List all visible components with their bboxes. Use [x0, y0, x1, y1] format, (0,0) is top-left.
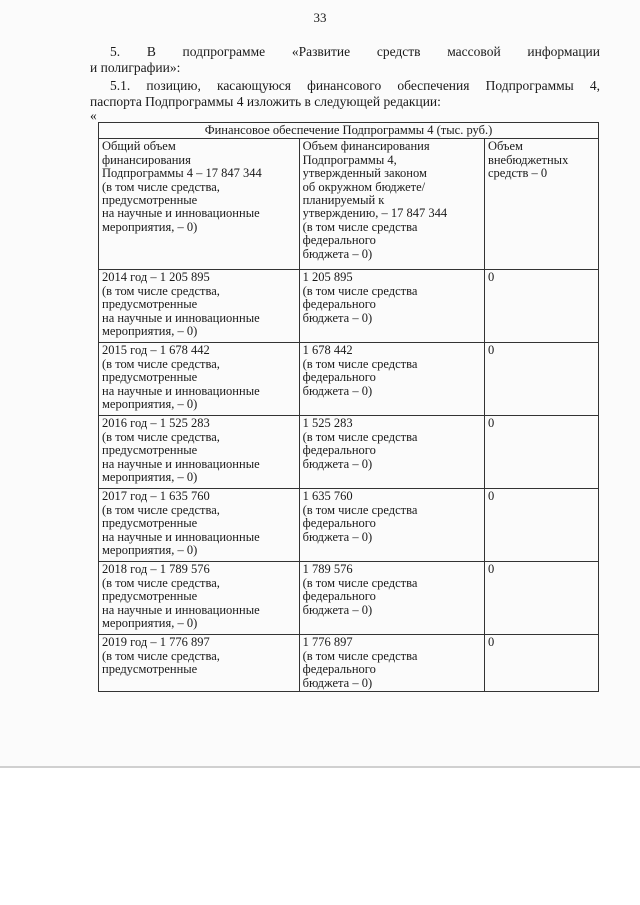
cell-text-line: федерального: [302, 298, 376, 312]
table-row: [99, 416, 599, 489]
cell-text-line: 1 776 897: [302, 636, 353, 650]
table-row: [99, 270, 599, 343]
cell-text-line: 0: [487, 417, 495, 431]
cell-text-line: 1 635 760: [302, 490, 353, 504]
cell-text-line: Общий объем: [102, 140, 176, 154]
cell-text-line: 2019 год – 1 776 897: [102, 636, 210, 650]
cell-text-line: (в том числе средства: [302, 284, 418, 298]
table-header-row: [99, 139, 599, 270]
cell-text-line: 0: [487, 490, 495, 504]
year-extrabudget-cell: [484, 635, 598, 692]
cell-text-line: на научные и инновационные: [102, 457, 260, 471]
cell-text-line: на научные и инновационные: [102, 603, 260, 617]
financing-table: [98, 122, 599, 692]
cell-text-line: 1 789 576: [302, 563, 353, 577]
cell-text-line: (в том числе средства,: [102, 503, 220, 517]
cell-text-line: Подпрограммы 4 – 17 847 344: [102, 167, 262, 181]
scan-edge: [0, 766, 640, 768]
cell-text-line: мероприятия, – 0): [102, 398, 198, 412]
year-budget-cell: [299, 489, 484, 562]
year-budget-cell: [299, 416, 484, 489]
cell-text-line: (в том числе средства,: [102, 576, 220, 590]
financing-table-wrapper: [98, 122, 599, 692]
cell-text-line: 2017 год – 1 635 760: [102, 490, 210, 504]
cell-text-line: 0: [487, 636, 495, 650]
cell-text-line: Объем: [487, 140, 523, 154]
cell-text-line: мероприятия, – 0): [102, 544, 198, 558]
year-total-cell: [99, 489, 300, 562]
cell-text-line: 2018 год – 1 789 576: [102, 563, 210, 577]
cell-text-line: 0: [487, 344, 495, 358]
year-budget-cell: [299, 562, 484, 635]
cell-text-line: бюджета – 0): [302, 676, 373, 690]
cell-text-line: на научные и инновационные: [102, 384, 260, 398]
cell-text-line: утвержденный законом: [302, 167, 427, 181]
cell-text-line: (в том числе средства: [302, 649, 418, 663]
year-budget-cell: [299, 270, 484, 343]
year-budget-cell: [299, 343, 484, 416]
cell-text-line: внебюджетных: [487, 153, 569, 167]
year-extrabudget-cell: [484, 343, 598, 416]
year-extrabudget-cell: [484, 270, 598, 343]
cell-text-line: мероприятия, – 0): [102, 471, 198, 485]
cell-text-line: (в том числе средства: [302, 220, 418, 234]
cell-text-line: предусмотренные: [102, 371, 198, 385]
cell-text-line: федерального: [302, 663, 376, 677]
cell-text-line: предусмотренные: [102, 663, 198, 677]
cell-text-line: утверждению, – 17 847 344: [302, 207, 448, 221]
cell-text-line: бюджета – 0): [302, 603, 373, 617]
cell-text-line: бюджета – 0): [302, 247, 373, 261]
header-extrabudget-cell: [484, 139, 598, 270]
cell-text-line: предусмотренные: [102, 194, 198, 208]
cell-text-line: 2014 год – 1 205 895: [102, 271, 210, 285]
cell-text-line: федерального: [302, 371, 376, 385]
header-total-cell: [99, 139, 300, 270]
cell-text-line: (в том числе средства: [302, 430, 418, 444]
cell-text-line: финансирования: [102, 153, 191, 167]
cell-text-line: на научные и инновационные: [102, 530, 260, 544]
cell-text-line: (в том числе средства,: [102, 430, 220, 444]
year-total-cell: [99, 343, 300, 416]
table-row: [99, 562, 599, 635]
year-total-cell: [99, 635, 300, 692]
cell-text-line: бюджета – 0): [302, 384, 373, 398]
table-row: [99, 635, 599, 692]
cell-text-line: предусмотренные: [102, 298, 198, 312]
cell-text-line: 0: [487, 563, 495, 577]
cell-text-line: об окружном бюджете/: [302, 180, 426, 194]
cell-text-line: 2015 год – 1 678 442: [102, 344, 210, 358]
cell-text-line: предусмотренные: [102, 444, 198, 458]
year-budget-cell: [299, 635, 484, 692]
table-row: [99, 489, 599, 562]
cell-text-line: (в том числе средства,: [102, 357, 220, 371]
year-total-cell: [99, 270, 300, 343]
cell-text-line: федерального: [302, 444, 376, 458]
cell-text-line: мероприятия, – 0): [102, 220, 198, 234]
cell-text-line: 2016 год – 1 525 283: [102, 417, 210, 431]
paragraph-subprogram: [90, 44, 600, 76]
year-extrabudget-cell: [484, 416, 598, 489]
cell-text-line: (в том числе средства,: [102, 180, 220, 194]
cell-text-line: предусмотренные: [102, 590, 198, 604]
cell-text-line: 1 205 895: [302, 271, 353, 285]
cell-text-line: 0: [487, 271, 495, 285]
cell-text-line: бюджета – 0): [302, 457, 373, 471]
year-total-cell: [99, 416, 300, 489]
cell-text-line: федерального: [302, 234, 376, 248]
table-caption: Финансовое обеспечение Подпрограммы 4 (тыс. руб.): [99, 123, 599, 139]
cell-text-line: предусмотренные: [102, 517, 198, 531]
page-number: 33: [313, 10, 327, 25]
cell-text-line: на научные и инновационные: [102, 207, 260, 221]
cell-text-line: на научные и инновационные: [102, 311, 260, 325]
year-extrabudget-cell: [484, 562, 598, 635]
cell-text-line: средств – 0: [487, 167, 548, 181]
year-total-cell: [99, 562, 300, 635]
paragraph-line: 5.1. позицию, касающуюся финансового обеспечения Подпрограммы 4,: [110, 78, 600, 93]
cell-text-line: Подпрограммы 4,: [302, 153, 397, 167]
cell-text-line: (в том числе средства: [302, 503, 418, 517]
cell-text-line: мероприятия, – 0): [102, 325, 198, 339]
cell-text-line: федерального: [302, 517, 376, 531]
cell-text-line: 1 525 283: [302, 417, 353, 431]
paragraph-position: [90, 78, 600, 110]
cell-text-line: (в том числе средства: [302, 357, 418, 371]
cell-text-line: (в том числе средства,: [102, 284, 220, 298]
paragraph-line: паспорта Подпрограммы 4 изложить в следующей редакции:: [90, 94, 441, 109]
header-approved-cell: [299, 139, 484, 270]
cell-text-line: федерального: [302, 590, 376, 604]
cell-text-line: (в том числе средства,: [102, 649, 220, 663]
paragraph-line: 5. В подпрограмме «Развитие средств массовой информации: [110, 44, 600, 59]
cell-text-line: Объем финансирования: [302, 140, 430, 154]
cell-text-line: (в том числе средства: [302, 576, 418, 590]
cell-text-line: бюджета – 0): [302, 311, 373, 325]
cell-text-line: планируемый к: [302, 194, 385, 208]
cell-text-line: 1 678 442: [302, 344, 353, 358]
cell-text-line: бюджета – 0): [302, 530, 373, 544]
year-extrabudget-cell: [484, 489, 598, 562]
opening-quote: «: [90, 108, 97, 123]
table-row: [99, 343, 599, 416]
cell-text-line: мероприятия, – 0): [102, 617, 198, 631]
paragraph-line: и полиграфии»:: [90, 60, 181, 75]
